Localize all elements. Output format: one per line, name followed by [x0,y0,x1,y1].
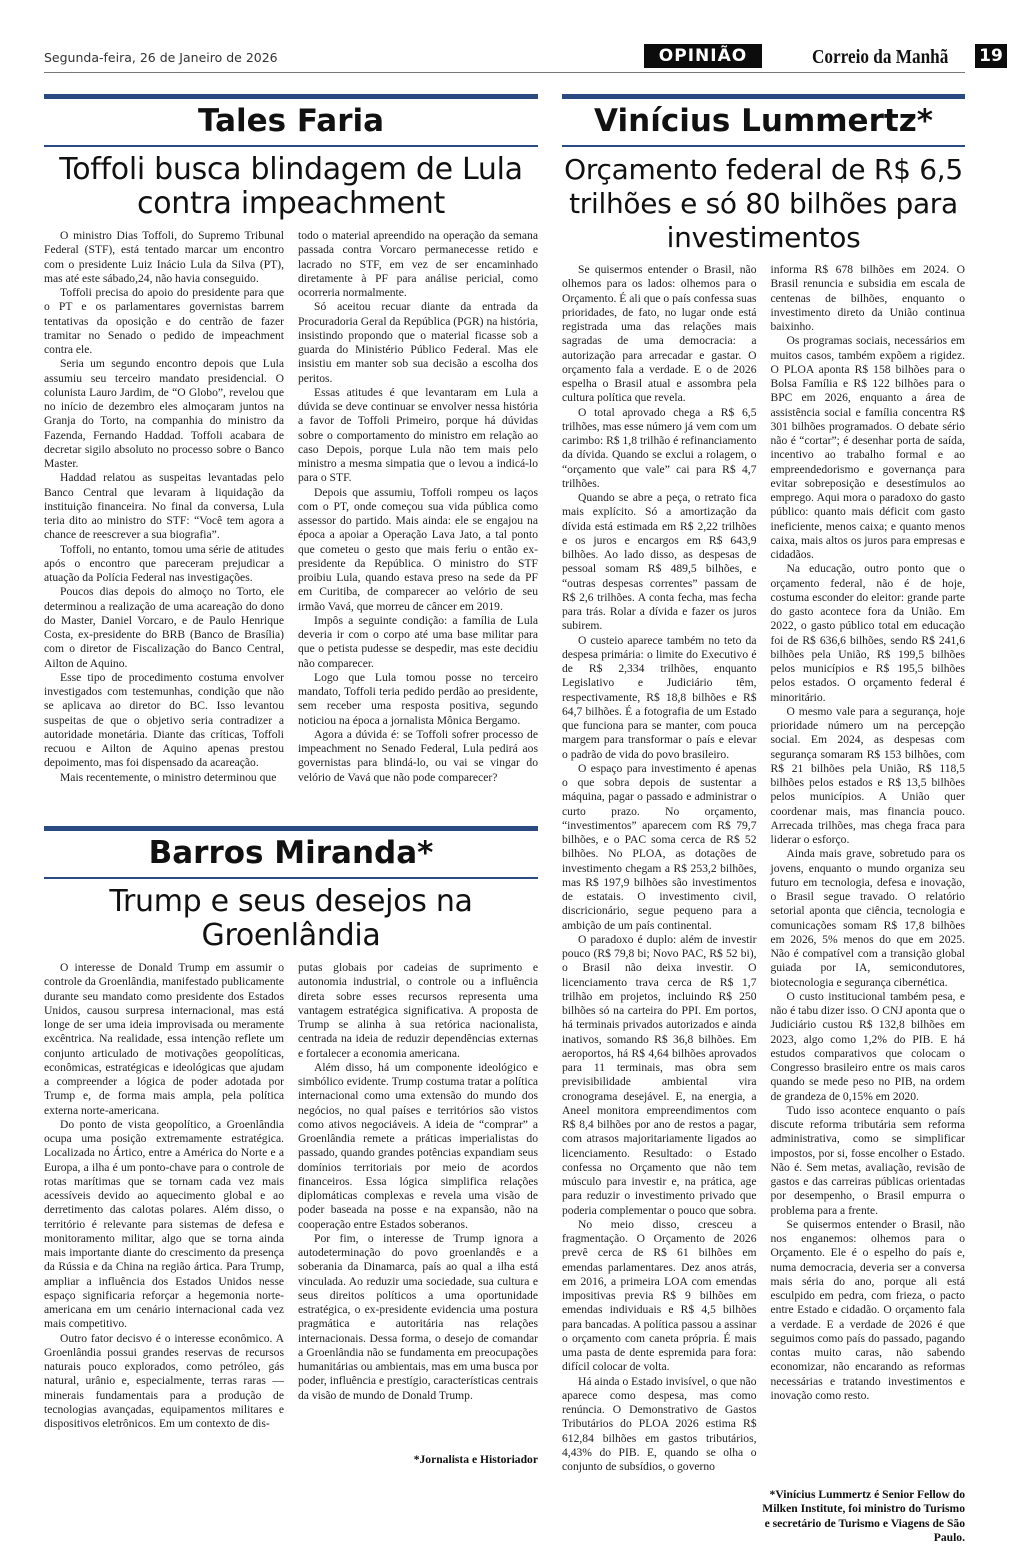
divider-rule [44,145,538,147]
article-vinicius-lummertz [562,94,965,1545]
divider-rule [562,145,965,147]
text-column [44,961,284,1431]
paragraph: No meio disso, cresceu a fragmentação. O Orçamento de 2026 prevê cerca de R$ 61 bilhões em emendas parlamentares. Dez anos atrás, em 2016, a primeira LOA com emendas impositivas previa R$ 9 bilhões em emendas individuais e R$ 4,5 bilhões para bancadas. A política passou a assinar o orçamento com caneta própria. É mais uma pasta de dente espremida para fora: difícil colocar de volta. [562,1217,757,1374]
paragraph: Tudo isso acontece enquanto o país discute reforma tributária sem reforma administrativa, como se simplificar impostos, por si, fosse encolher o Estado. Não é. Sem metas, avaliação, revisão de gastos e das carreiras públicas orientadas por desempenho, o Brasil empurra o problema para a frente. [770,1103,965,1217]
article-headline: Orçamento federal de R$ 6,5 trilhões e só 80 bilhões para investimentos [564,153,963,254]
paragraph: O mesmo vale para a segurança, hoje prioridade número um na percepção social. Em 2024, as despesas com segurança somaram R$ 153 bilhões, com R$ 21 bilhões pela União, R$ 118,5 bilhões pelos estados e R$ 13,5 bilhões pelos municípios. A União quer coordenar mais, mas financia pouco. Arrecada trilhões, mas chega fraca para liderar o esforço. [770,704,965,846]
section-label: OPINIÃO [644,44,762,68]
paragraph: Depois que assumiu, Toffoli rompeu os laços com o PT, onde começou sua vida pública como assessor do partido. Mais ainda: ele se engajou na época a apoiar a Operação Lava Jato, a tal ponto que cometeu o gesto que mais feriu o então ex-presidente da República. O ministro do STF proibiu Lula, quando estava preso na sede da PF em Curitiba, de comparecer ao velório de seu irmão Vavá, que morreu de câncer em 2019. [298,485,538,613]
paragraph: O custo institucional também pesa, e não é tabu dizer isso. O CNJ aponta que o Judiciário custou R$ 132,8 bilhões em 2023, algo como 1,2% do PIB. E há estudos comparativos que colocam o Congresso brasileiro entre os mais caros quando se mede peso no PIB, na ordem de grandeza de 0,15% em 2020. [770,989,965,1103]
article-headline: Toffoli busca blindagem de Lula contra impeachment [59,152,523,221]
paragraph: informa R$ 678 bilhões em 2024. O Brasil renuncia e subsidia em escala de centenas de bilhões, enquanto o investimento direto da União continua baixinho. [770,263,965,333]
text-column [562,263,757,1474]
text-column [298,229,538,785]
paragraph: O espaço para investimento é apenas o que sobra depois de sustentar a máquina, pagar o passado e administrar o curto prazo. No orçamento, “investimentos” aparecem com R$ 79,7 bilhões, e o PAC soma cerca de R$ 52 bilhões. No PLOA, as dotações de investimento chegam a R$ 253,2 bilhões, mas R$ 197,9 bilhões são investimentos de estatais. O investimento civil, discricionário, segue pequeno para a ambição de um país continental. [562,761,757,932]
paragraph: Quando se abre a peça, o retrato fica mais explícito. Só a amortização da dívida está estimada em R$ 2,22 trilhões e os juros e encargos em R$ 643,9 bilhões. Ao lado disso, as despesas de pessoal somam R$ 489,5 bilhões, e “outras despesas correntes” passam de R$ 2,6 trilhões. A conta fecha, mas fecha para trás. Rolar a dívida e fazer os juros subirem. [562,491,757,633]
paragraph: Na educação, outro ponto que o orçamento federal, não é de hoje, costuma esconder do eleitor: grande parte do gasto acontece fora da União. Em 2022, o gasto público total em educação foi de R$ 636,6 bilhões, sendo R$ 241,6 bilhões pela União, R$ 199,5 bilhões pelos municípios e R$ 195,5 bilhões pelos estados. O orçamento federal é minoritário. [770,562,965,704]
paragraph: Além disso, há um componente ideológico e simbólico evidente. Trump costuma tratar a política internacional como uma extensão do mundo dos negócios, no qual países e territórios são vistos como ativos negociáveis. A ideia de “comprar” a Groenlândia remete a práticas imperialistas do passado, quando grandes potências expandiam seus domínios territoriais por meio de acordos financeiros. Essa lógica simplifica relações diplomáticas complexas e revela uma visão de poder baseada na posse e na expansão, não na cooperação entre Estados soberanos. [298,1060,538,1231]
paragraph: O ministro Dias Toffoli, do Supremo Tribunal Federal (STF), está tentado marcar um encontro com o presidente Luiz Inácio Lula da Silva (PT), mas até este sábado,24, não havia conseguido. [44,229,284,285]
article-body [562,263,965,1474]
newspaper-masthead: Correio da Manhã [812,46,949,68]
paragraph: Logo que Lula tomou posse no terceiro mandato, Toffoli teria pedido perdão ao presidente, sem receber uma resposta positiva, segundo noticiou na época a jornalista Mônica Bergamo. [298,670,538,727]
paragraph: putas globais por cadeias de suprimento e autonomia industrial, o controle ou a influência direta sobre esses recursos representa uma vantagem estratégica significativa. A proposta de Trump se alinha à sua retórica nacionalista, centrada na ideia de reduzir dependências externas e fortalecer a economia americana. [298,961,538,1060]
issue-date: Segunda-feira, 26 de Janeiro de 2026 [44,50,278,65]
page-number: 19 [975,44,1007,68]
paragraph: Ainda mais grave, sobretudo para os jovens, enquanto o mundo organiza seu futuro em tecnologia, defesa e inovação, o Brasil segue travado. O relatório setorial aponta que ciência, tecnologia e comunicações somam R$ 17,8 bilhões em 2026, 5% menos do que em 2025. Não é compatível com a transição global guiada por IA, semicondutores, biotecnologia e segurança cibernética. [770,847,965,989]
paragraph: O paradoxo é duplo: além de investir pouco (R$ 79,8 bi; Novo PAC, R$ 52 bi), o Brasil não deixa investir. O licenciamento trava cerca de R$ 1,7 trilhão em projetos, incluindo R$ 250 bilhões só na carteira do PPI. Em portos, há terminais privados autorizados e ainda inativos, somando R$ 36,8 bilhões. Em aeroportos, há R$ 4,64 bilhões aprovados para 11 terminais, mas obra sem previsibilidade ambiental vira cronograma desejável. E, na energia, a Aneel monitora empreendimentos com R$ 8,4 bilhões por ano de restos a pagar, com atrasos majoritariamente ligados ao licenciamento. Resultado: o Estado confessa no Orçamento que não tem músculo para investir e, na prática, age para reduzir o investimento privado que poderia complementar o pouco que sobra. [562,932,757,1217]
paragraph: Há ainda o Estado invisível, o que não aparece como despesa, mas como renúncia. O Demonstrativo de Gastos Tributários do PLOA 2026 estima R$ 612,84 bilhões em gastos tributários, 4,43% do PIB. E, quando se olha o conjunto de subsídios, o governo [562,1374,757,1473]
article-tales-faria [44,94,538,785]
article-barros-miranda [44,826,538,1467]
paragraph: Mais recentemente, o ministro determinou que [60,770,277,784]
paragraph: Se quisermos entender o Brasil, não olhemos para os lados: olhemos para o Orçamento. É ali que o país confessa suas prioridades, de fato, no lugar onde está registrada uma das relações mais sagradas de uma democracia: a autorização para arrecadar e gastar. O orçamento fala a verdade. E o de 2026 espelha o Brasil atual e assombra pela cultura política que revela. [562,263,757,405]
paragraph: Por fim, o interesse de Trump ignora a autodeterminação do povo groenlandês e a soberania da Dinamarca, país ao qual a ilha está vinculada. Ao reduzir uma sociedade, sua cultura e seus direitos políticos a uma oportunidade estratégica, o ex-presidente evidencia uma postura pragmática e autoritária nas relações internacionais. Dessa forma, o desejo de comandar a Groenlândia não se fundamenta em preocupações humanitárias ou ambientais, mas em uma busca por poder, influência e prestígio, características centrais da visão de mundo de Donald Trump. [298,1231,538,1402]
paragraph: Essas atitudes é que levantaram em Lula a dúvida se deve continuar se envolver nessa história a favor de Toffoli Primeiro, porque há dúvidas sobre o comportamento do ministro em relação ao caso Depois, porque Lula não tem mais pelo ministro a mesma simpatia que o levou a indicá-lo para o STF. [298,385,538,485]
author-footnote: *Vinícius Lummertz é Senior Fellow do Milken Institute, foi ministro do Turismo e secretário de Turismo e Viagens de São Paulo. [762,1488,965,1544]
article-author: Barros Miranda* [148,835,434,871]
paragraph: Os programas sociais, necessários em muitos casos, também expõem a rigidez. O PLOA aponta R$ 158 bilhões para o Bolsa Família e R$ 122 bilhões para o BPC em 2026, enquanto a área de assistência social e família concentra R$ 301 bilhões programados. O debate sério não é “cortar”; é desenhar porta de saída, incentivo ao trabalho formal e ao empreendedorismo e governança para evitar sobreposição e desestímulos ao emprego. Aqui mora o paradoxo do gasto público: quanto mais déficit com gasto ineficiente, menos caixa; e quanto menos caixa, mais altos os juros para empresas e cidadãos. [770,334,965,561]
article-body [44,961,538,1431]
paragraph: Do ponto de vista geopolítico, a Groenlândia ocupa uma posição extremamente estratégica. Localizada no Ártico, entre a América do Norte e a Europa, a ilha é um ponto-chave para o controle de rotas marítimas que se tornam cada vez mais acessíveis devido ao aquecimento global e ao derretimento das calotas polares. Além disso, o território é relevante para sistemas de defesa e monitoramento militar, algo que se torna ainda mais importante diante do crescimento da presença da Rússia e da China na região ártica. Para Trump, ampliar a influência dos Estados Unidos nesse espaço significaria reforçar a hegemonia norte-americana em um cenário internacional cada vez mais competitivo. [44,1117,284,1331]
paragraph: O custeio aparece também no teto da despesa primária: o limite do Executivo é de R$ 2,334 trilhões, enquanto Legislativo e Judiciário têm, respectivamente, R$ 18,8 bilhões e R$ 64,7 bilhões. É a fotografia de um Estado que funciona para se manter, com pouca margem para transformar o país e elevar o padrão de vida do povo brasileiro. [562,633,757,761]
paragraph: Toffoli, no entanto, tomou uma série de atitudes após o encontro que pareceram prejudicar a atuação da Polícia Federal nas investigações. [44,542,284,584]
paragraph: Haddad relatou as suspeitas levantadas pelo Banco Central que levaram à liquidação da instituição financeira. No final da conversa, Lula teria dito ao ministro do STF: “Você tem agora a chance de reescrever a sua biografia”. [44,471,284,542]
paragraph: Outro fator decisvo é o interesse econômico. A Groenlândia possui grandes reservas de recursos naturais pouco explorados, como petróleo, gás natural, urânio e, especialmente, terras raras — minerais fundamentais para a produção de tecnologias avançadas, equipamentos militares e dispositivos eletrônicos. Em um contexto de dis- [44,1331,284,1430]
paragraph: todo o material apreendido na operação da semana passada contra Vorcaro permanecesse retido e lacrado no STF, em vez de ser encaminhado diretamente à PF para análise pericial, como ocorreria normalmente. [298,229,538,299]
divider-rule [44,877,538,879]
paragraph: O interesse de Donald Trump em assumir o controle da Groenlândia, manifestado publicamente durante seu mandato como presidente dos Estados Unidos, causou surpresa internacional, mas está longe de ser uma ideia improvisada ou meramente excêntrica. Na realidade, essa intenção reflete um conjunto articulado de motivações geopolíticas, econômicas, estratégicas e ideológicas que ajudam a compreender a lógica de poder adotada por Trump e, de forma mais ampla, pela política externa norte-americana. [44,961,284,1117]
article-body [44,229,538,785]
paragraph: Agora a dúvida é: se Toffoli sofrer processo de impeachment no Senado Federal, Lula pedirá aos governistas para blindá-lo, ou vai se vingar do velório de Vavá que não pode comparecer? [298,727,538,784]
paragraph: Impôs a seguinte condição: a família de Lula deveria ir com o corpo até uma base militar para que o petista pudesse se despedir, mas este decidiu não comparecer. [298,613,538,670]
article-headline: Trump e seus desejos na Groenlândia [109,884,473,953]
paragraph: Toffoli precisa do apoio do presidente para que o PT e os parlamentares governistas barrem tentativas da oposição e do centrão de fazer tramitar no Senado o pedido de impeachment contra ele. [44,286,284,356]
paragraph: Seria um segundo encontro depois que Lula assumiu seu terceiro mandato presidencial. O colunista Lauro Jardim, de “O Globo”, revelou que no início de dezembro eles almoçaram juntos na Granja do Torto, na companhia do ministro da Fazenda, Fernando Haddad. Toffoli acabara de decretar sigilo absoluto no processo sobre o Banco Master. [44,357,284,470]
page-header [44,44,1003,73]
article-author: Tales Faria [197,103,385,139]
paragraph: O total aprovado chega a R$ 6,5 trilhões, mas esse número já vem com um carimbo: R$ 1,8 trilhão é refinanciamento da dívida. Quando se exclui a rolagem, o “orçamento que vale” cai para R$ 4,7 trilhões. [562,405,757,490]
article-author: Vinícius Lummertz* [594,103,933,139]
paragraph: Esse tipo de procedimento costuma envolver investigados com testemunhas, condição que não se aplicava ao diretor do BC. Isso levantou suspeitas de que o objetivo seria contradizer a autoridade monetária. Diante das críticas, Toffoli recuou e Ailton de Aquino apenas prestou depoimento, mas foi dispensado da acareação. [44,670,284,770]
text-column [771,263,966,1474]
text-column [298,961,538,1431]
paragraph: Poucos dias depois do almoço no Torto, ele determinou a realização de uma acareação do dono do Master, Daniel Vorcaro, e de Paulo Henrique Costa, ex-presidente do BRB (Banco de Brasília) com o diretor de Fiscalização do Banco Central, Ailton de Aquino. [44,585,284,670]
paragraph: Se quisermos entender o Brasil, não nos enganemos: olhemos para o Orçamento. Ele é o espelho do país e, numa democracia, deveria ser a conversa mais séria do ano, porque ali está esculpido em pedra, com frieza, o pacto entre Estado e cidadão. O orçamento fala a verdade. E a verdade de 2026 é que seguimos como país do passado, pagando contas muito caras, não sabendo economizar, não encarando as reformas necessárias e tratando investimentos e inovação como resto. [770,1217,965,1402]
paragraph: Só aceitou recuar diante da entrada da Procuradoria Geral da República (PGR) na história, insistindo propondo que o material ficasse sob a guarda do Ministério Público Federal. Mas ele insistiu em manter sob sua decisão a escolha dos peritos. [298,300,538,385]
text-column [44,229,284,785]
author-footnote: *Jornalista e Historiador [413,1453,538,1467]
